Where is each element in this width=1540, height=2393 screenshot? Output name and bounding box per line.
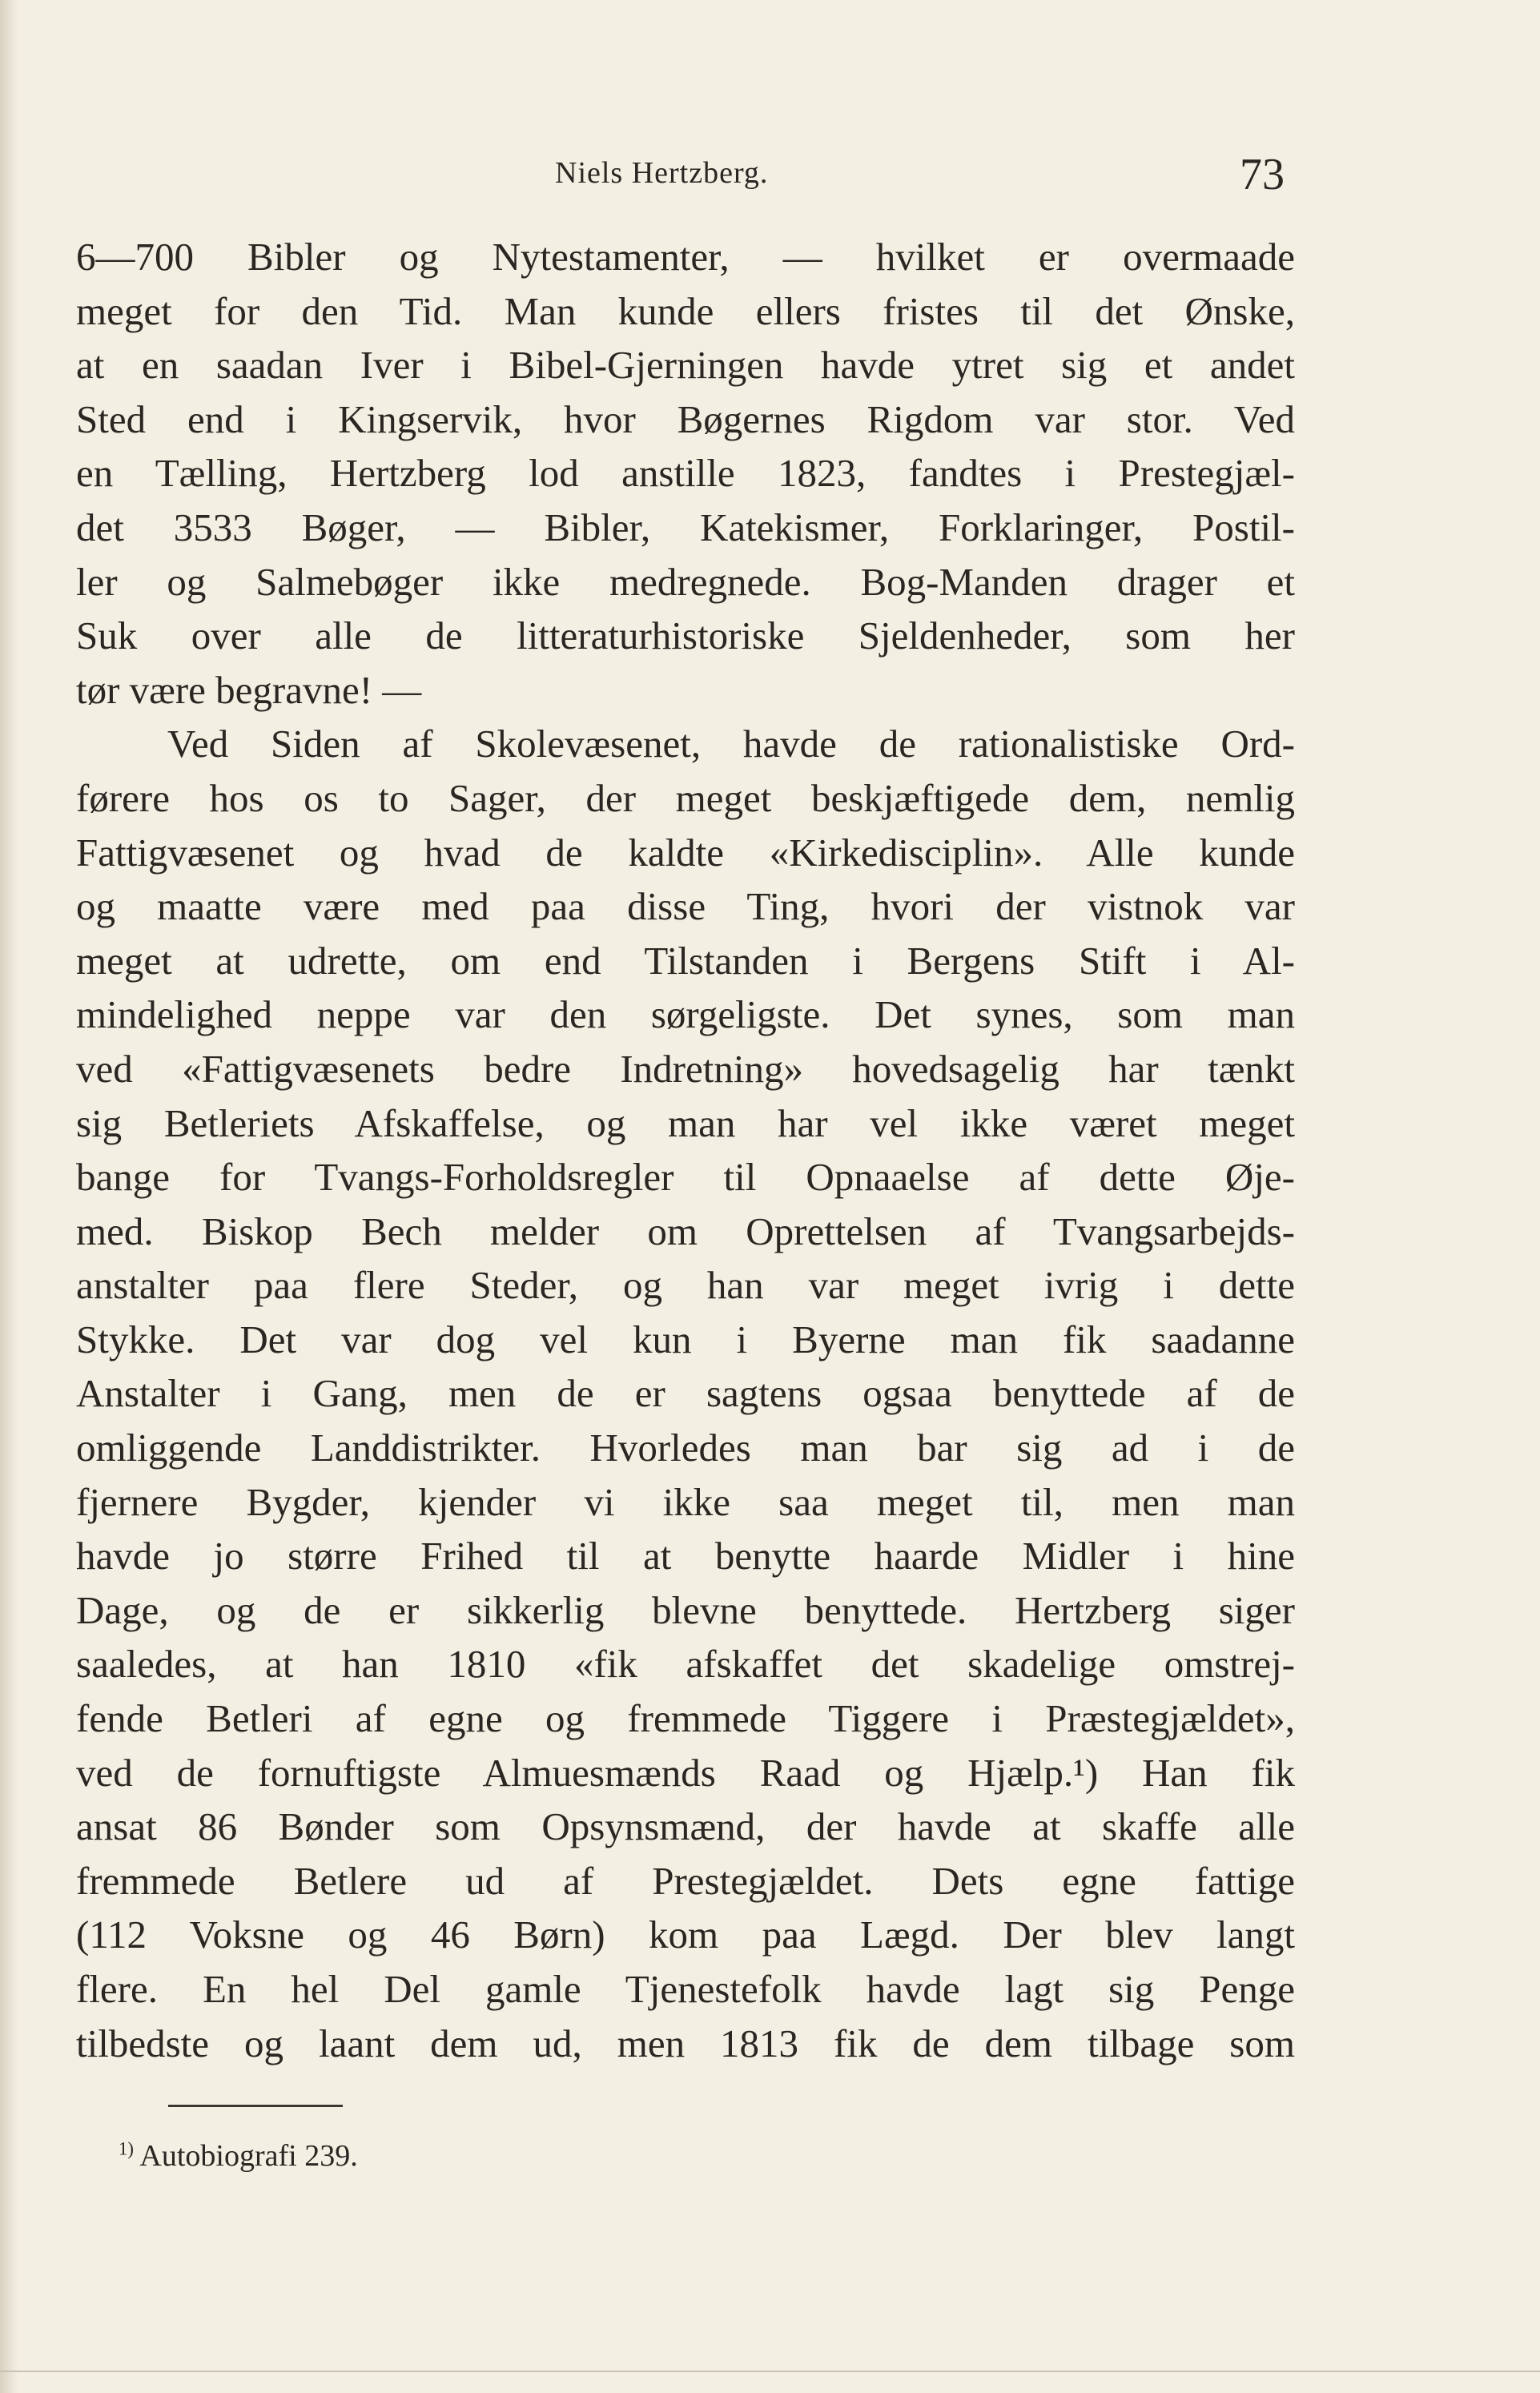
text-line: førere hos os to Sager, der meget beskjæftigede dem, nemlig	[76, 775, 1295, 820]
footnote	[119, 2138, 358, 2174]
text-line: Stykke. Det var dog vel kun i Byerne man fik saadanne	[76, 1317, 1295, 1361]
text-line: mindelighed neppe var den sørgeligste. Det synes, som man	[76, 992, 1295, 1037]
text-line: tilbedste og laant dem ud, men 1813 fik de dem tilbage som	[76, 2021, 1295, 2065]
text-line: flere. En hel Del gamle Tjenestefolk havde lagt sig Penge	[76, 1967, 1295, 2011]
footnote-text: Autobiografi 239.	[139, 2139, 358, 2173]
text-line: Fattigvæsenet og hvad de kaldte «Kirkedisciplin». Alle kunde	[76, 830, 1295, 875]
text-line: ler og Salmebøger ikke medregnede. Bog-Manden drager et	[76, 559, 1295, 604]
text-line: Ved Siden af Skolevæsenet, havde de rationalistiske Ord-	[167, 722, 1295, 766]
text-line: omliggende Landdistrikter. Hvorledes man bar sig ad i de	[76, 1426, 1295, 1470]
running-head: Niels Hertzberg.	[555, 156, 769, 190]
text-line: fremmede Betlere ud af Prestegjældet. Dets egne fattige	[76, 1858, 1295, 1903]
page-number: 73	[1240, 150, 1285, 199]
text-line: det 3533 Bøger, — Bibler, Katekismer, Forklaringer, Postil-	[76, 505, 1295, 549]
page-header	[0, 149, 1540, 213]
text-line: saaledes, at han 1810 «fik afskaffet det skadelige omstrej-	[76, 1642, 1295, 1687]
footnote-marker: 1)	[119, 2138, 134, 2159]
text-line: anstalter paa flere Steder, og han var meget ivrig i dette	[76, 1263, 1295, 1308]
text-line: ansat 86 Bønder som Opsynsmænd, der havde at skaffe alle	[76, 1804, 1295, 1849]
text-line: Anstalter i Gang, men de er sagtens ogsaa benyttede af de	[76, 1371, 1295, 1416]
text-line: ved «Fattigvæsenets bedre Indretning» hovedsagelig har tænkt	[76, 1046, 1295, 1091]
text-line: Suk over alle de litteraturhistoriske Sjeldenheder, som her	[76, 613, 1295, 658]
text-line: 6—700 Bibler og Nytestamenter, — hvilket er overmaade	[76, 235, 1295, 279]
text-line: sig Betleriets Afskaffelse, og man har vel ikke været meget	[76, 1100, 1295, 1145]
text-line: en Tælling, Hertzberg lod anstille 1823, fandtes i Prestegjæl-	[76, 451, 1295, 496]
text-line: at en saadan Iver i Bibel-Gjerningen havde ytret sig et andet	[76, 343, 1295, 388]
text-line: havde jo større Frihed til at benytte haarde Midler i hine	[76, 1534, 1295, 1579]
page-edge	[0, 0, 18, 2393]
page-bottom-edge	[0, 2371, 1540, 2372]
text-line: og maatte være med paa disse Ting, hvori der vistnok var	[76, 884, 1295, 929]
text-line: meget for den Tid. Man kunde ellers fristes til det Ønske,	[76, 288, 1295, 333]
text-line: meget at udrette, om end Tilstanden i Bergens Stift i Al-	[76, 938, 1295, 983]
text-line: ved de fornuftigste Almuesmænds Raad og Hjælp.¹) Han fik	[76, 1750, 1295, 1795]
text-line: fjernere Bygder, kjender vi ikke saa meget til, men man	[76, 1479, 1295, 1524]
text-line: Sted end i Kingservik, hvor Bøgernes Rigdom var stor. Ved	[76, 396, 1295, 441]
text-line: (112 Voksne og 46 Børn) kom paa Lægd. Der blev langt	[76, 1912, 1295, 1957]
text-line: med. Biskop Bech melder om Oprettelsen af Tvangsarbejds-	[76, 1209, 1295, 1253]
footnote-divider	[168, 2105, 343, 2107]
body-text	[76, 230, 1295, 2070]
text-line: fende Betleri af egne og fremmede Tiggere i Præstegjældet»,	[76, 1696, 1295, 1741]
text-line: Dage, og de er sikkerlig blevne benyttede. Hertzberg siger	[76, 1587, 1295, 1632]
text-line: tør være begravne! —	[76, 667, 422, 712]
text-line: bange for Tvangs-Forholdsregler til Opnaaelse af dette Øje-	[76, 1155, 1295, 1200]
